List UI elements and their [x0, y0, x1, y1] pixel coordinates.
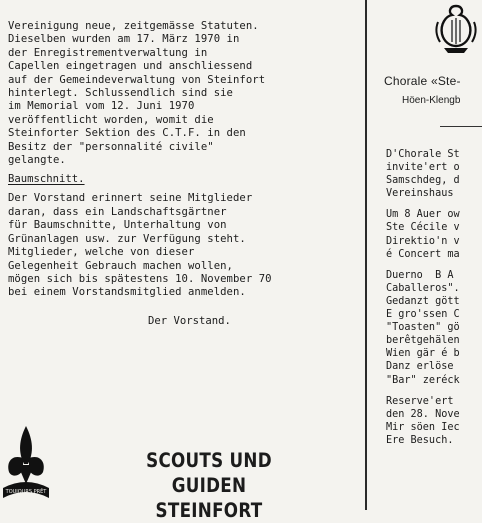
divider: [440, 126, 482, 127]
left-column: [8, 20, 350, 300]
right-paragraph-3: Duerno B A Caballeros". Gedanzt gött E gro'ssen C "Toasten" gö berêtgehälen Wien gär é b Danz erlöse "Bar" zeréck: [386, 269, 460, 386]
baumschnitt-paragraph: Der Vorstand erinnert seine Mitglieder daran, dass ein Landschaftsgärtner für Baumschnitte, Unterhaltung von Grünanlagen usw. zur Verfügung steht. Mitglieder, welche von dieser Gelegenheit Gebrauch machen wollen, mögen sich bis spätestens 10. November 70 bei einem Vorstandsmitglied anmelden.: [8, 192, 272, 299]
scout-emblem-icon: [0, 420, 52, 502]
statutes-paragraph: Vereinigung neue, zeitgemässe Statuten. Dieselben wurden am 17. März 1970 in der Enregistrementverwaltung in Capellen eingetragen und anschliessend auf der Gemeindeverwaltung von Steinfort hinterlegt. Schlussendlich sind sie im Memorial vom 12. Juni 1970 veröffentlicht worden, womit die Steinforter Sektion des C.T.F. in den Besitz der "personnalité civile" gelangte.: [8, 20, 266, 167]
signature-vorstand: Der Vorstand.: [148, 315, 231, 327]
scouts-title-line2: STEINFORT: [155, 499, 263, 522]
chorale-place: Höen-Klengb: [402, 95, 461, 106]
scouts-title: [132, 448, 285, 523]
emblem-motto: TOUJOURS PRÊT: [5, 489, 47, 495]
right-paragraph-1: D'Chorale St invite'ert o Samschdeg, d Vereinshaus: [386, 149, 460, 200]
right-paragraph-2: Um 8 Auer ow Ste Cécile v Direktio'n v é Concert ma: [386, 209, 460, 260]
section-heading-baumschnitt: Baumschnitt.: [8, 173, 85, 186]
right-column-text: [386, 148, 482, 455]
right-paragraph-4: Reserve'ert den 28. Nove Mir söen Iec Ere Besuch.: [386, 395, 460, 446]
scouts-title-line1: SCOUTS UND GUIDEN: [146, 449, 272, 497]
lyre-icon: [432, 2, 480, 54]
chorale-name: Chorale «Ste-: [384, 74, 461, 88]
